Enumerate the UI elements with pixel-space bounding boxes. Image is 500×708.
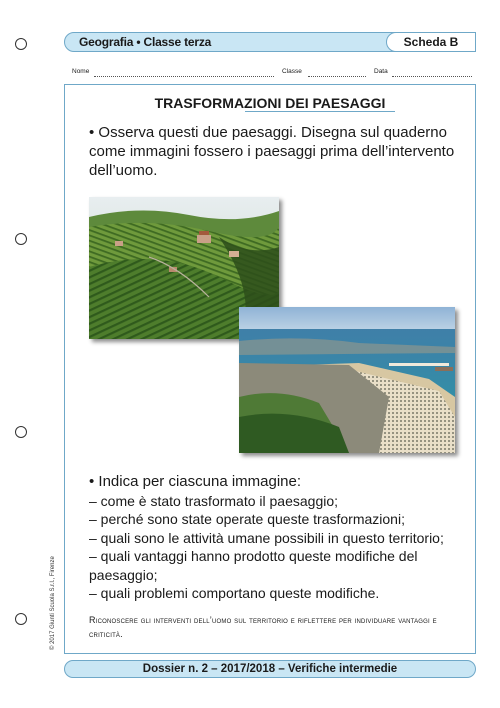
name-label: Nome xyxy=(72,68,90,75)
list-item: – quali problemi comportano queste modifiche. xyxy=(89,585,380,601)
binder-hole-3 xyxy=(15,426,27,438)
page-title: TRASFORMAZIONI DEI PAESAGGI xyxy=(154,95,386,111)
date-label: Data xyxy=(374,68,388,75)
name-field[interactable] xyxy=(94,76,274,77)
list-item: – quali vantaggi hanno prodotto queste modifiche del xyxy=(89,548,418,564)
copyright-note: © 2017 Giunti Scuola S.r.l., Firenze xyxy=(50,556,56,650)
student-fields xyxy=(72,68,472,80)
class-label: Classe xyxy=(282,68,302,75)
binder-hole-1 xyxy=(15,38,27,50)
list-item: – perché sono state operate queste trasformazioni; xyxy=(89,511,405,527)
footer-bar xyxy=(64,660,476,678)
footer-text: Dossier n. 2 – 2017/2018 – Verifiche intermedie xyxy=(142,663,398,675)
coast-photo xyxy=(239,307,455,453)
date-field[interactable] xyxy=(392,76,472,77)
header-bar xyxy=(64,32,476,52)
class-field[interactable] xyxy=(308,76,366,77)
list-item: paesaggio; xyxy=(89,566,158,583)
questions-list xyxy=(89,473,479,603)
title-underline xyxy=(245,111,395,112)
subject-title: Geografia • Classe terza xyxy=(79,35,212,49)
worksheet-tab xyxy=(386,32,476,52)
instruction-text: • Osserva questi due paesaggi. Disegna sul quaderno come immagini fossero i paesaggi prima dell’intervento dell’uomo. xyxy=(89,124,455,179)
binder-hole-4 xyxy=(15,613,27,625)
binder-hole-2 xyxy=(15,233,27,245)
coast-image xyxy=(239,307,455,453)
worksheet-label: Scheda B xyxy=(403,35,459,49)
list-item: – come è stato trasformato il paesaggio; xyxy=(89,492,339,509)
exercise-box xyxy=(64,84,476,654)
list-item: – quali sono le attività umane possibili in questo territorio; xyxy=(89,529,444,546)
learning-objective: Riconoscere gli interventi dell’uomo sul territorio e riflettere per individuare vantaggi e criticità. xyxy=(89,615,437,639)
list-heading: • Indica per ciascuna immagine: xyxy=(89,473,302,490)
